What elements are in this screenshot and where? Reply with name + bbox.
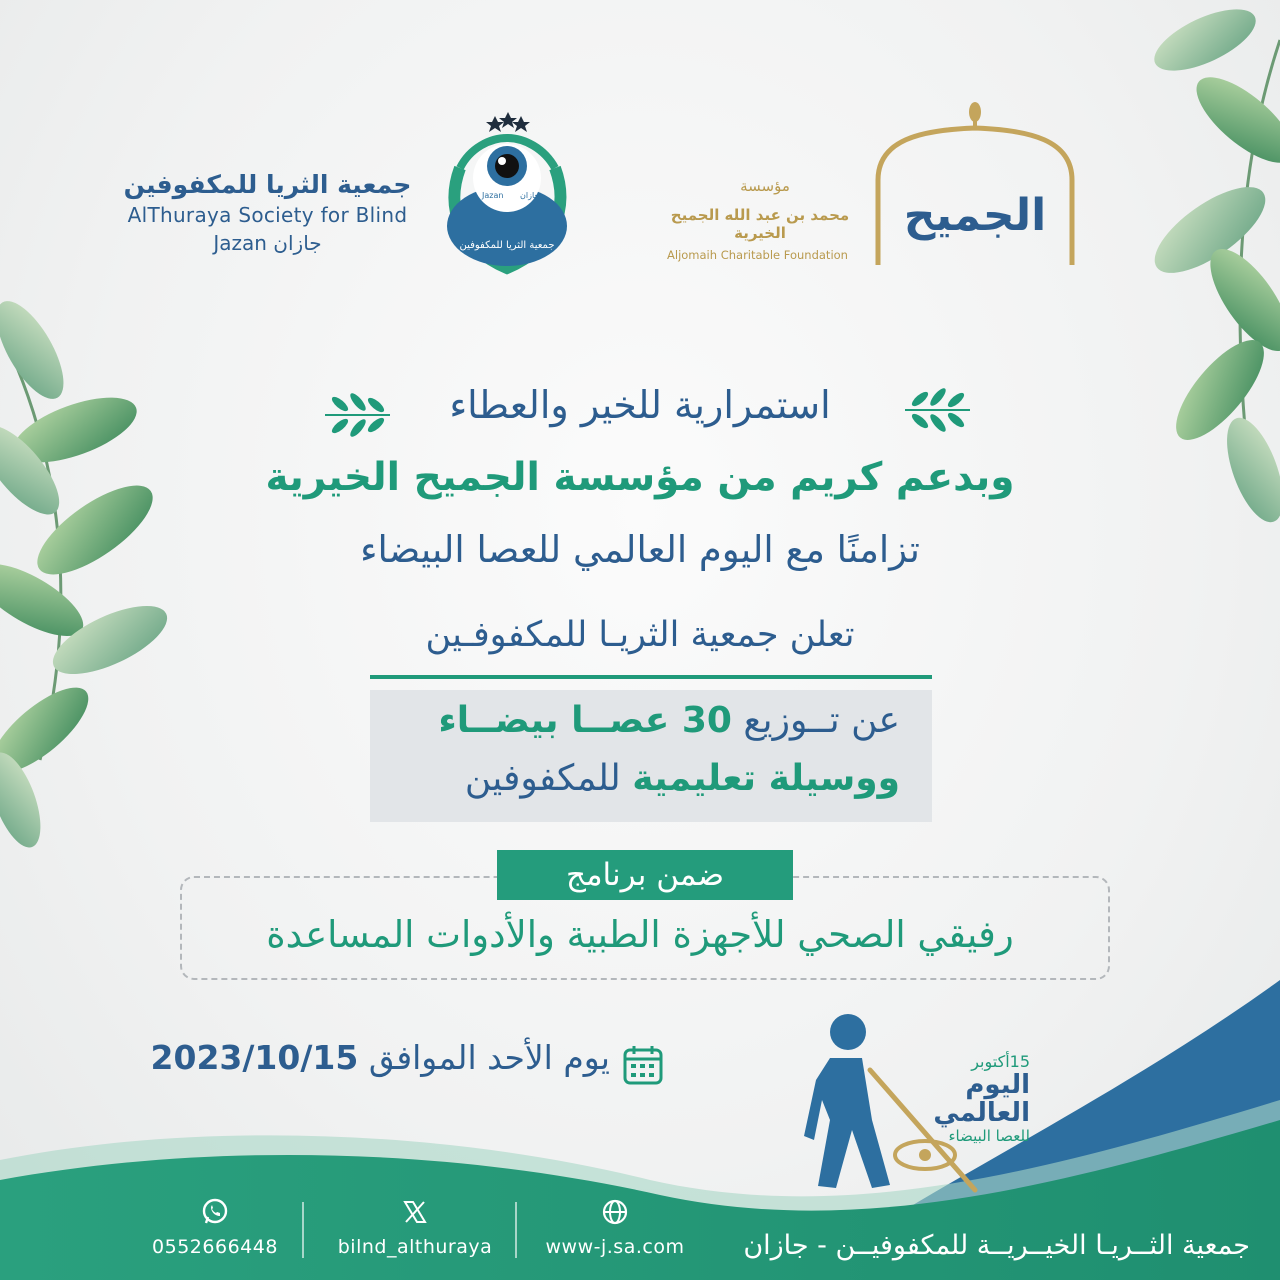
walking-man-with-cane-icon bbox=[800, 1010, 990, 1195]
jomaih-name-ar: محمد بن عبد الله الجميح الخيرية bbox=[670, 206, 850, 242]
thuraya-logo-city-ar: جازان bbox=[520, 191, 540, 200]
program-tag: ضمن برنامج bbox=[497, 850, 793, 900]
date-value: 2023/10/15 bbox=[150, 1038, 359, 1077]
distribution-l2-post: للمكفوفين bbox=[464, 758, 621, 799]
thuraya-header-text bbox=[110, 170, 425, 255]
thuraya-city: Jazan جازان bbox=[213, 231, 322, 255]
thuraya-name-en: AlThuraya Society for Blind bbox=[127, 203, 408, 227]
thuraya-logo bbox=[440, 108, 575, 278]
badge-subtitle: للعصا البيضاء bbox=[948, 1127, 1030, 1145]
x-handle: bilnd_althuraya bbox=[337, 1236, 493, 1258]
date-label: يوم الأحد الموافق bbox=[368, 1038, 610, 1077]
distribution-line-1 bbox=[380, 700, 900, 741]
distribution-l2-pre: ووسيلة تعليمية bbox=[632, 758, 900, 799]
website-url: www-j.sa.com bbox=[545, 1236, 685, 1258]
jomaih-name-en: Aljomaih Charitable Foundation bbox=[667, 248, 848, 262]
x-logo-icon bbox=[401, 1198, 429, 1226]
footer-org-name: جمعية الثــريـا الخيــريــة للمكفوفيــن - جازان bbox=[743, 1230, 1250, 1261]
badge-date: 15أكتوبر bbox=[971, 1052, 1030, 1071]
whatsapp-icon bbox=[201, 1198, 229, 1226]
badge-title-1: اليوم bbox=[965, 1070, 1030, 1100]
headline-continuity: استمرارية للخير والعطاء bbox=[449, 383, 831, 427]
globe-icon bbox=[601, 1198, 629, 1226]
thuraya-logo-city-en: Jazan bbox=[482, 191, 504, 200]
phone-number: 0552666448 bbox=[152, 1236, 278, 1258]
badge-title-2: العالمي bbox=[933, 1098, 1030, 1128]
distribution-line-2 bbox=[380, 758, 900, 799]
announcement-underline bbox=[370, 675, 932, 679]
footer-divider bbox=[302, 1202, 304, 1258]
contact-x[interactable] bbox=[320, 1198, 510, 1258]
jomaih-mark: الجميح bbox=[903, 190, 1047, 241]
jomaih-prefix: مؤسسة bbox=[740, 177, 790, 195]
distribution-l1-accent: 30 عصــا بيضــاء bbox=[438, 700, 732, 741]
thuraya-logo-ring-text: جمعية الثريا للمكفوفين bbox=[459, 240, 555, 251]
program-name: رفيقي الصحي للأجهزة الطبية والأدوات المساعدة bbox=[266, 913, 1014, 956]
contact-phone[interactable] bbox=[140, 1198, 290, 1258]
jomaih-logo bbox=[650, 100, 1080, 270]
footer-divider bbox=[515, 1202, 517, 1258]
distribution-l1-pre: عن تــوزيع bbox=[743, 700, 900, 741]
headline-occasion: تزامنًا مع اليوم العالمي للعصا البيضاء bbox=[360, 528, 920, 571]
headline-support: وبدعم كريم من مؤسسة الجميح الخيرية bbox=[265, 455, 1015, 500]
contact-website[interactable] bbox=[530, 1198, 700, 1258]
headline-announcement: تعلن جمعية الثريـا للمكفوفـين bbox=[425, 615, 855, 655]
thuraya-name-ar: جمعية الثريا للمكفوفين bbox=[123, 170, 412, 199]
